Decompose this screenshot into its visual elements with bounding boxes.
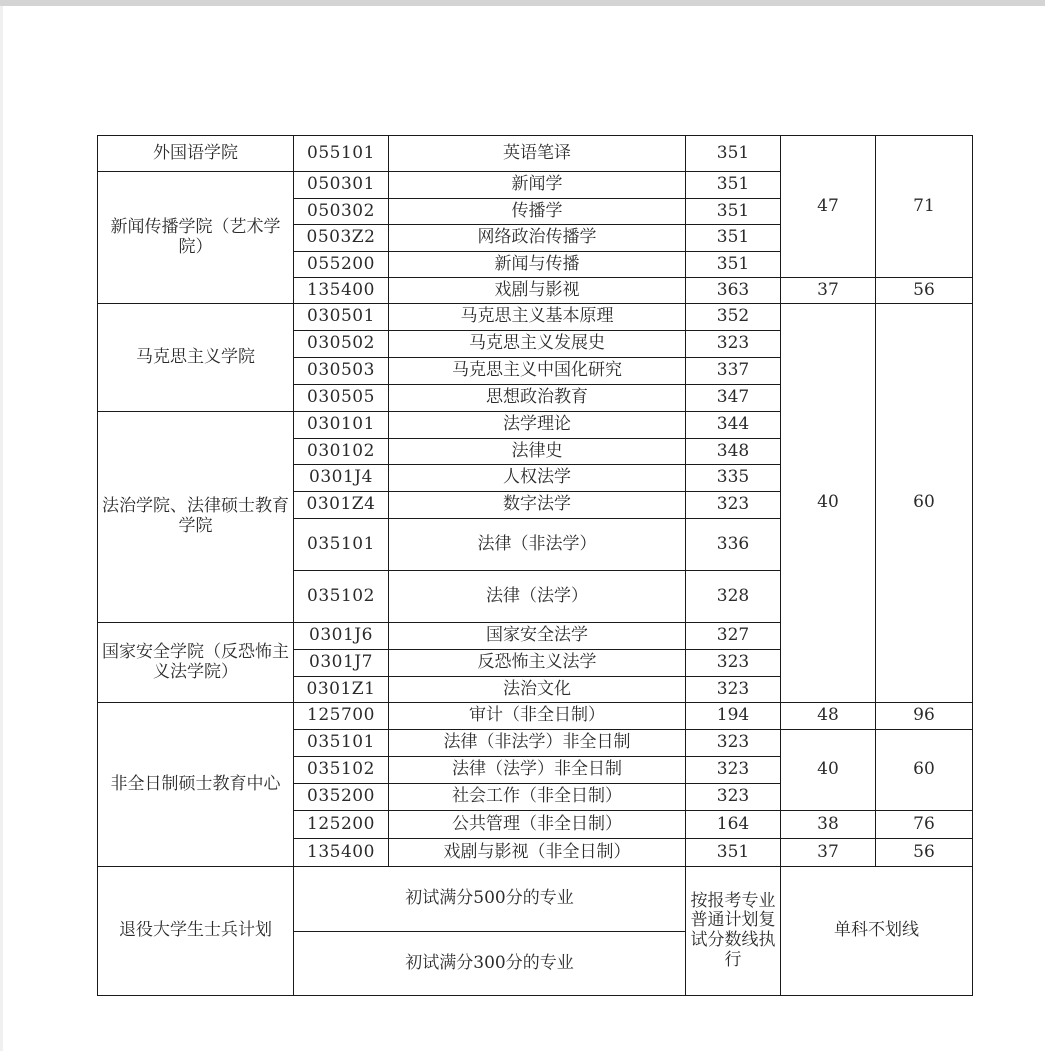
major-name: 新闻与传播 xyxy=(389,252,686,278)
major-name: 法律（非法学）非全日制 xyxy=(389,730,686,757)
single-subject-100: 37 xyxy=(781,839,876,867)
major-code: 030501 xyxy=(294,304,389,331)
single-subject-100: 37 xyxy=(781,278,876,304)
major-code: 035101 xyxy=(294,519,389,571)
major-name: 人权法学 xyxy=(389,465,686,492)
major-code: 030502 xyxy=(294,331,389,358)
total-score: 327 xyxy=(686,623,781,650)
total-score: 328 xyxy=(686,571,781,623)
college-cell: 新闻传播学院（艺术学院） xyxy=(98,172,294,304)
major-code: 055200 xyxy=(294,252,389,278)
single-subject-100: 40 xyxy=(781,730,876,811)
total-score: 344 xyxy=(686,412,781,439)
major-code: 125700 xyxy=(294,703,389,730)
table-row xyxy=(98,304,973,331)
single-subject-150: 71 xyxy=(876,136,973,278)
total-score: 347 xyxy=(686,385,781,412)
score-line-table xyxy=(97,135,973,996)
total-score: 323 xyxy=(686,331,781,358)
major-code: 050302 xyxy=(294,199,389,225)
major-name: 戏剧与影视（非全日制） xyxy=(389,839,686,867)
major-code: 035200 xyxy=(294,784,389,811)
total-score: 351 xyxy=(686,136,781,172)
major-code: 0503Z2 xyxy=(294,225,389,252)
major-code: 030505 xyxy=(294,385,389,412)
single-subject-100: 48 xyxy=(781,703,876,730)
page-edge xyxy=(0,6,3,1051)
major-code: 035102 xyxy=(294,571,389,623)
single-subject-150: 56 xyxy=(876,839,973,867)
top-shadow-bar xyxy=(0,0,1045,6)
major-code: 0301Z1 xyxy=(294,677,389,703)
major-name: 马克思主义基本原理 xyxy=(389,304,686,331)
major-code: 055101 xyxy=(294,136,389,172)
major-code: 030102 xyxy=(294,439,389,465)
major-name: 戏剧与影视 xyxy=(389,278,686,304)
major-name: 国家安全法学 xyxy=(389,623,686,650)
major-name: 马克思主义中国化研究 xyxy=(389,358,686,385)
major-name: 新闻学 xyxy=(389,172,686,199)
total-score: 335 xyxy=(686,465,781,492)
major-code: 0301Z4 xyxy=(294,492,389,519)
major-name: 法治文化 xyxy=(389,677,686,703)
total-score: 323 xyxy=(686,730,781,757)
college-cell: 马克思主义学院 xyxy=(98,304,294,412)
total-score: 351 xyxy=(686,252,781,278)
major-name: 法律（法学） xyxy=(389,571,686,623)
major-name: 数字法学 xyxy=(389,492,686,519)
major-code: 0301J7 xyxy=(294,650,389,677)
single-subject-150: 96 xyxy=(876,703,973,730)
veterans-category-500: 初试满分500分的专业 xyxy=(294,867,686,932)
college-cell: 外国语学院 xyxy=(98,136,294,172)
total-score: 194 xyxy=(686,703,781,730)
single-subject-150: 60 xyxy=(876,304,973,703)
major-name: 公共管理（非全日制） xyxy=(389,811,686,839)
major-code: 135400 xyxy=(294,278,389,304)
major-code: 030101 xyxy=(294,412,389,439)
total-score: 164 xyxy=(686,811,781,839)
major-name: 网络政治传播学 xyxy=(389,225,686,252)
single-subject-100: 38 xyxy=(781,811,876,839)
veterans-total-rule: 按报考专业普通计划复试分数线执行 xyxy=(686,867,781,996)
major-code: 0301J4 xyxy=(294,465,389,492)
major-name: 社会工作（非全日制） xyxy=(389,784,686,811)
veterans-category-300: 初试满分300分的专业 xyxy=(294,932,686,996)
major-name: 马克思主义发展史 xyxy=(389,331,686,358)
major-name: 审计（非全日制） xyxy=(389,703,686,730)
single-subject-150: 76 xyxy=(876,811,973,839)
single-subject-150: 56 xyxy=(876,278,973,304)
major-code: 050301 xyxy=(294,172,389,199)
major-code: 0301J6 xyxy=(294,623,389,650)
total-score: 336 xyxy=(686,519,781,571)
total-score: 351 xyxy=(686,172,781,199)
major-name: 传播学 xyxy=(389,199,686,225)
major-code: 035102 xyxy=(294,757,389,784)
total-score: 351 xyxy=(686,839,781,867)
major-name: 反恐怖主义法学 xyxy=(389,650,686,677)
veterans-row xyxy=(98,867,973,932)
total-score: 323 xyxy=(686,757,781,784)
veterans-single-rule: 单科不划线 xyxy=(781,867,973,996)
total-score: 351 xyxy=(686,225,781,252)
single-subject-100: 40 xyxy=(781,304,876,703)
major-name: 法律（法学）非全日制 xyxy=(389,757,686,784)
single-subject-100: 47 xyxy=(781,136,876,278)
major-name: 英语笔译 xyxy=(389,136,686,172)
major-name: 思想政治教育 xyxy=(389,385,686,412)
total-score: 323 xyxy=(686,677,781,703)
total-score: 363 xyxy=(686,278,781,304)
total-score: 351 xyxy=(686,199,781,225)
major-name: 法律（非法学） xyxy=(389,519,686,571)
table-row xyxy=(98,136,973,172)
major-code: 125200 xyxy=(294,811,389,839)
major-code: 035101 xyxy=(294,730,389,757)
major-name: 法律史 xyxy=(389,439,686,465)
major-code: 030503 xyxy=(294,358,389,385)
single-subject-150: 60 xyxy=(876,730,973,811)
college-cell: 法治学院、法律硕士教育学院 xyxy=(98,412,294,623)
college-cell: 国家安全学院（反恐怖主义法学院） xyxy=(98,623,294,703)
college-cell: 非全日制硕士教育中心 xyxy=(98,703,294,867)
total-score: 337 xyxy=(686,358,781,385)
total-score: 323 xyxy=(686,784,781,811)
total-score: 352 xyxy=(686,304,781,331)
total-score: 323 xyxy=(686,650,781,677)
veterans-plan-label: 退役大学生士兵计划 xyxy=(98,867,294,996)
table-row xyxy=(98,703,973,730)
major-name: 法学理论 xyxy=(389,412,686,439)
total-score: 348 xyxy=(686,439,781,465)
major-code: 135400 xyxy=(294,839,389,867)
total-score: 323 xyxy=(686,492,781,519)
